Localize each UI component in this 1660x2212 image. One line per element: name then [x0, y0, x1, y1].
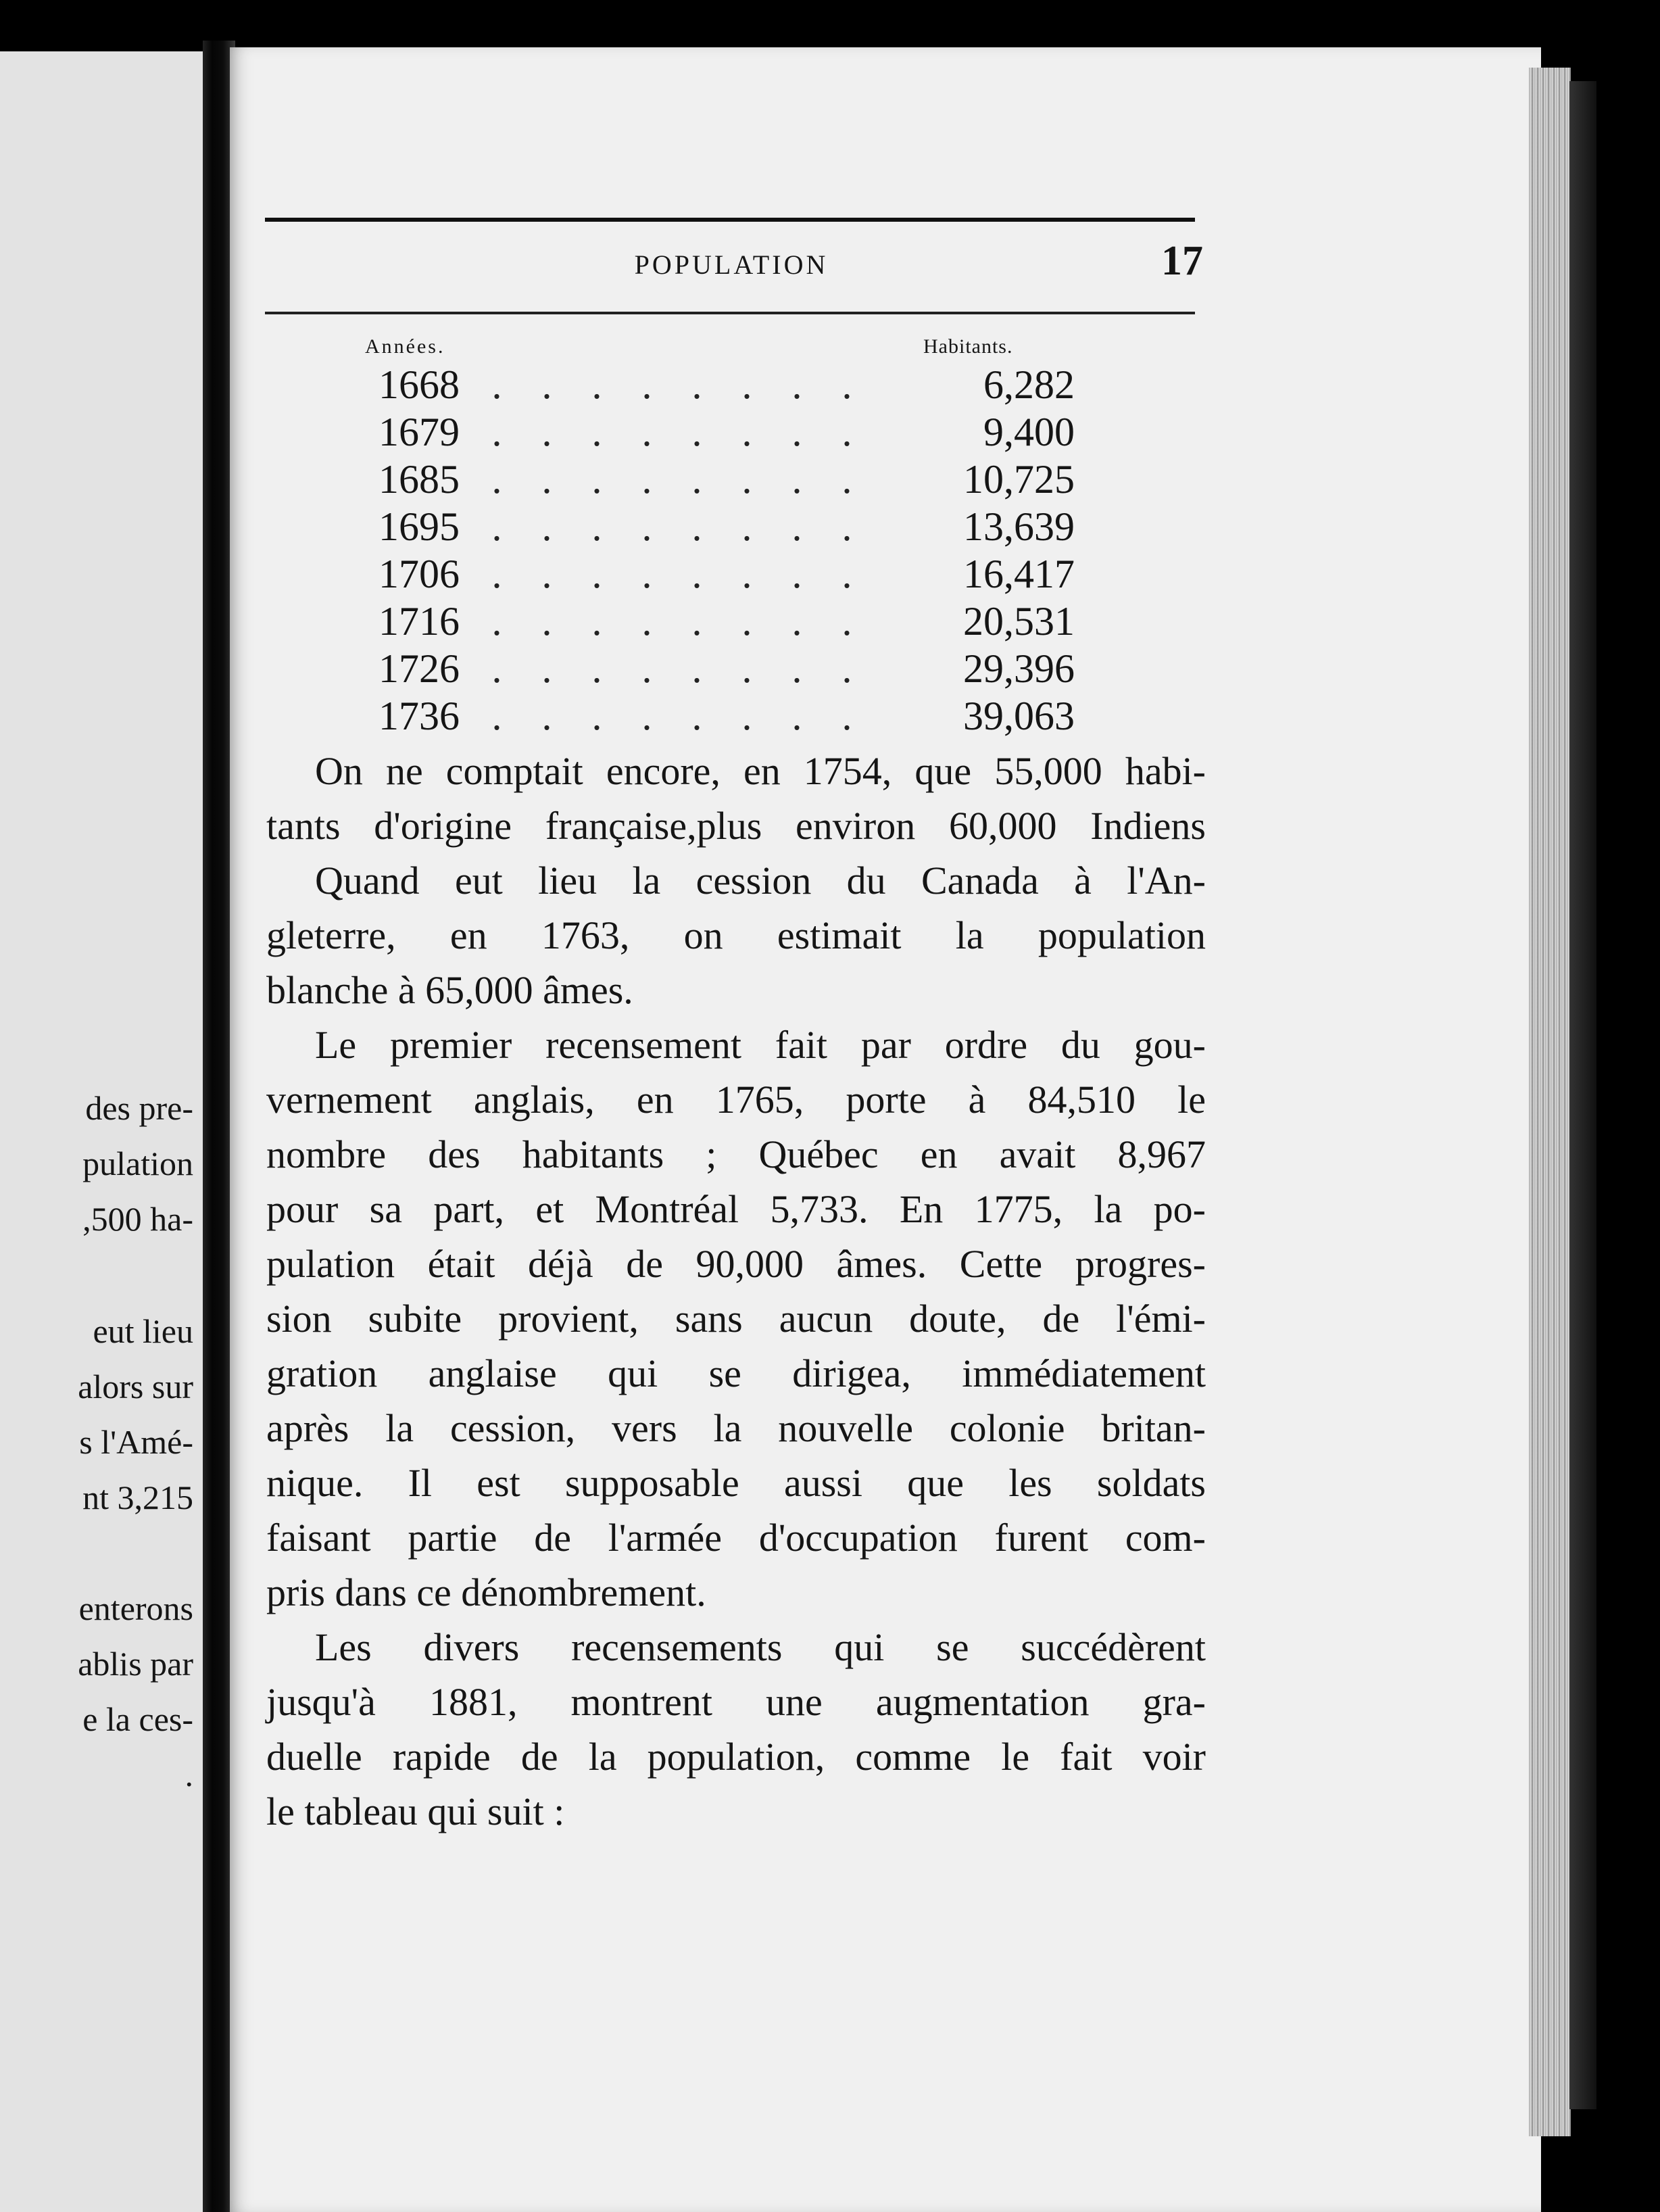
- text-line: Quand eut lieu la cession du Canada à l'An-: [315, 859, 1206, 903]
- text-line: gleterre, en 1763, on estimait la population: [266, 913, 1206, 957]
- text-line: On ne comptait encore, en 1754, que 55,000 habi-: [315, 749, 1206, 793]
- paragraph: [266, 853, 1206, 1017]
- left-fragment: e la ces-: [82, 1700, 193, 1738]
- paragraph: [266, 1017, 1206, 1620]
- text-line: vernement anglais, en 1765, porte à 84,510 le: [266, 1078, 1206, 1122]
- left-fragment: nt 3,215: [82, 1478, 193, 1516]
- dot-leader: . . . . . . . .: [491, 694, 867, 738]
- left-fragment: ,500 ha-: [82, 1200, 193, 1238]
- text-line: Le premier recensement fait par ordre du gou-: [315, 1023, 1206, 1067]
- text-line: blanche à 65,000 âmes.: [266, 968, 633, 1012]
- page-edges: [1529, 68, 1571, 2136]
- body-text: [266, 744, 1206, 1839]
- text-line: sion subite provient, sans aucun doute, de l'émi-: [266, 1297, 1206, 1341]
- text-line: après la cession, vers la nouvelle colonie britan-: [266, 1406, 1206, 1450]
- page-number: 17: [1161, 238, 1203, 284]
- left-fragment: enterons: [78, 1589, 193, 1627]
- text-line: duelle rapide de la population, comme le fait voir: [266, 1735, 1206, 1779]
- population-cell: 39,063: [963, 694, 1075, 738]
- header-rule-bottom: [265, 312, 1195, 314]
- population-cell: 13,639: [963, 504, 1075, 549]
- table-row: [379, 598, 1075, 645]
- population-cell: 9,400: [983, 410, 1075, 454]
- text-line: tants d'origine française,plus environ 60,000 Indiens: [266, 804, 1206, 848]
- population-table: [379, 361, 1075, 740]
- text-line: faisant partie de l'armée d'occupation furent com-: [266, 1516, 1206, 1560]
- year-cell: 1736: [379, 694, 460, 738]
- dot-leader: . . . . . . . .: [491, 646, 867, 691]
- table-row: [379, 456, 1075, 503]
- year-cell: 1706: [379, 552, 460, 596]
- text-line: nombre des habitants ; Québec en avait 8,967: [266, 1132, 1206, 1176]
- dot-leader: . . . . . . . .: [491, 362, 867, 407]
- dot-leader: . . . . . . . .: [491, 552, 867, 596]
- text-line: gration anglaise qui se dirigea, immédiatement: [266, 1351, 1206, 1395]
- population-cell: 10,725: [963, 457, 1075, 502]
- dot-leader: . . . . . . . .: [491, 410, 867, 454]
- year-cell: 1668: [379, 362, 460, 407]
- population-cell: 29,396: [963, 646, 1075, 691]
- dot-leader: . . . . . . . .: [491, 457, 867, 502]
- year-cell: 1685: [379, 457, 460, 502]
- table-row: [379, 645, 1075, 692]
- text-line: le tableau qui suit :: [266, 1789, 565, 1833]
- year-cell: 1695: [379, 504, 460, 549]
- running-head: POPULATION: [634, 249, 829, 280]
- text-line: Les divers recensements qui se succédèrent: [315, 1625, 1206, 1669]
- text-line: nique. Il est supposable aussi que les soldats: [266, 1461, 1206, 1505]
- year-cell: 1716: [379, 599, 460, 644]
- cover-edge: [1569, 81, 1596, 2109]
- table-row: [379, 361, 1075, 408]
- population-cell: 20,531: [963, 599, 1075, 644]
- text-line: pris dans ce dénombrement.: [266, 1570, 706, 1614]
- table-row: [379, 692, 1075, 740]
- paragraph: [266, 1620, 1206, 1839]
- left-fragment: alors sur: [78, 1368, 193, 1405]
- text-line: jusqu'à 1881, montrent une augmentation gra-: [266, 1680, 1206, 1724]
- left-fragment: s l'Amé-: [79, 1423, 193, 1461]
- left-fragment: des pre-: [85, 1089, 193, 1127]
- dot-leader: . . . . . . . .: [491, 504, 867, 549]
- left-fragment: ablis par: [78, 1645, 193, 1683]
- left-fragment: pulation: [82, 1145, 193, 1182]
- table-row: [379, 503, 1075, 550]
- column-header-years: Années.: [365, 335, 445, 358]
- year-cell: 1726: [379, 646, 460, 691]
- text-line: pulation était déjà de 90,000 âmes. Cette progres-: [266, 1242, 1206, 1286]
- table-row: [379, 408, 1075, 456]
- population-cell: 6,282: [983, 362, 1075, 407]
- column-header-population: Habitants.: [923, 335, 1013, 358]
- left-fragment: .: [185, 1756, 193, 1794]
- paragraph: [266, 744, 1206, 853]
- dot-leader: . . . . . . . .: [491, 599, 867, 644]
- population-cell: 16,417: [963, 552, 1075, 596]
- text-line: pour sa part, et Montréal 5,733. En 1775, la po-: [266, 1187, 1206, 1231]
- table-row: [379, 550, 1075, 598]
- year-cell: 1679: [379, 410, 460, 454]
- header-rule-top: [265, 218, 1195, 222]
- previous-page-edge: [0, 51, 208, 2212]
- left-fragment: eut lieu: [93, 1312, 193, 1350]
